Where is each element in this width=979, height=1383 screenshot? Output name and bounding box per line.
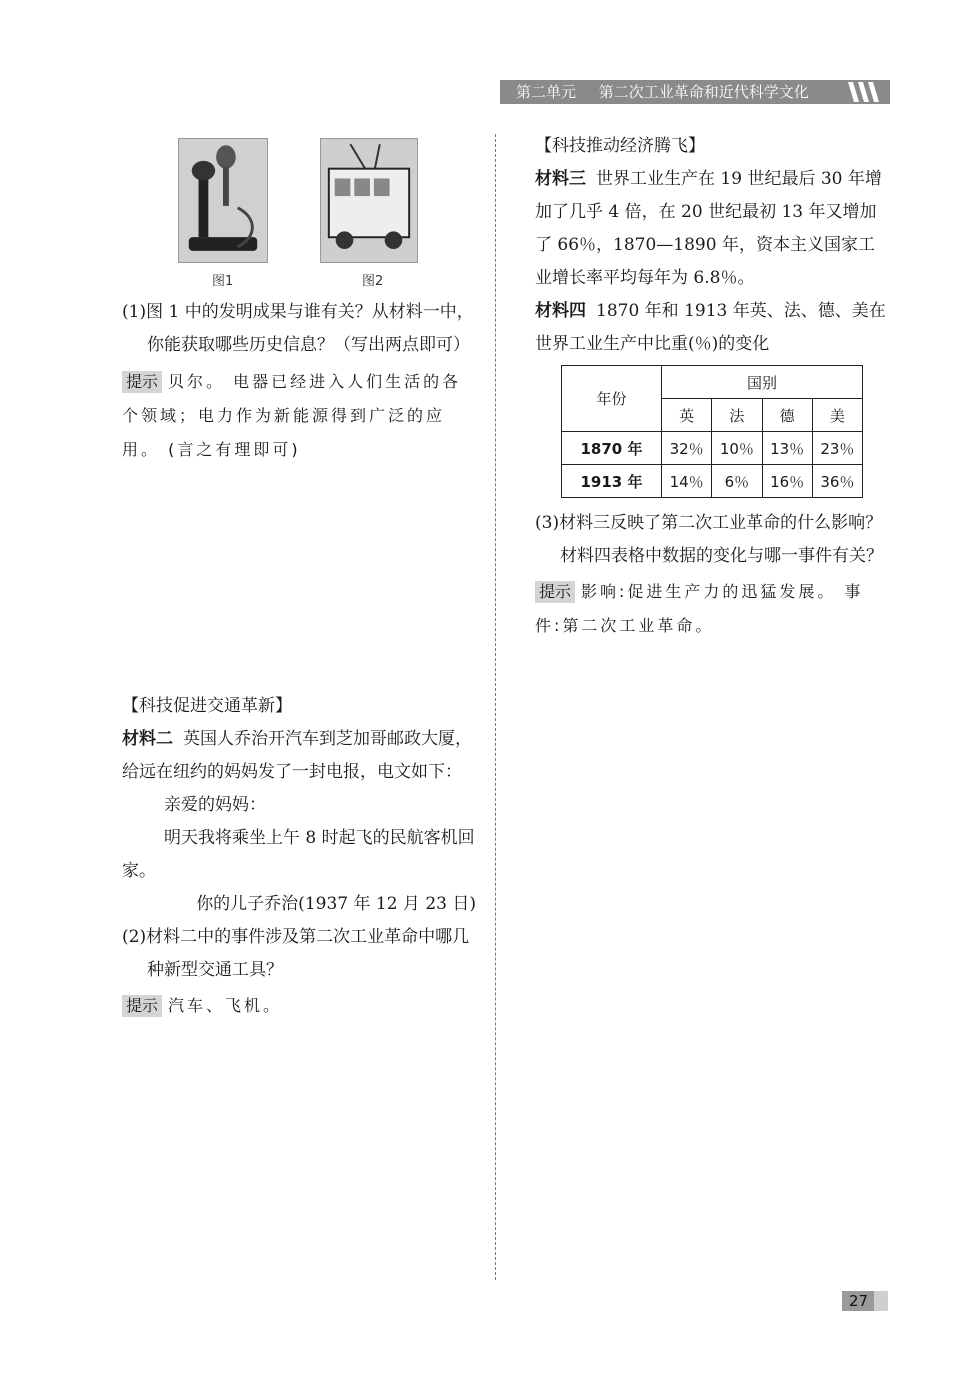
question-3: (3)材料三反映了第二次工业革命的什么影响？材料四表格中数据的变化与哪一事件有关？ bbox=[535, 513, 883, 566]
hint-1 bbox=[122, 365, 478, 467]
table-cell: 10％ bbox=[712, 432, 762, 465]
hint-3 bbox=[535, 575, 889, 643]
section-economy bbox=[535, 130, 889, 361]
telegram-signature: 你的儿子乔治(1937 年 12 月 23 日) bbox=[196, 894, 476, 914]
hint-label: 提示 bbox=[122, 371, 162, 393]
material-3 bbox=[535, 163, 889, 295]
hint-2 bbox=[122, 989, 478, 1023]
material-4-text: 1870 年和 1913 年英、法、德、美在世界工业生产中比重(％)的变化 bbox=[535, 301, 886, 354]
question-1-block bbox=[122, 296, 478, 467]
material-3-text: 世界工业生产在 19 世纪最后 30 年增加了几乎 4 倍，在 20 世纪最初 13 年又增加了 66％，1870—1890 年，资本主义国家工业增长率平均每年为 6.8％。 bbox=[535, 169, 882, 288]
unit-title: 第二次工业革命和近代科学文化 bbox=[598, 83, 809, 101]
table-year: 1870 年 bbox=[562, 432, 662, 465]
industry-share-table bbox=[561, 365, 863, 498]
table-cell: 14％ bbox=[662, 465, 712, 498]
section-3-title: 【科技推动经济腾飞】 bbox=[535, 136, 705, 156]
telephone-image bbox=[178, 138, 268, 263]
table-year-header: 年份 bbox=[562, 366, 662, 432]
section-transport bbox=[122, 690, 478, 1023]
table-cell: 6％ bbox=[712, 465, 762, 498]
figures bbox=[178, 138, 428, 288]
question-3-block bbox=[535, 507, 889, 643]
figure2-caption: 图2 bbox=[362, 274, 384, 289]
hint-2-text: 汽车、飞机。 bbox=[168, 996, 283, 1015]
table-row bbox=[562, 432, 863, 465]
table-cell: 23％ bbox=[812, 432, 862, 465]
section-2-title: 【科技促进交通革新】 bbox=[122, 696, 292, 716]
telegram-greeting: 亲爱的妈妈： bbox=[164, 795, 266, 815]
column-divider bbox=[495, 134, 496, 1280]
table-country: 英 bbox=[662, 399, 712, 432]
trolleybus-image bbox=[320, 138, 418, 263]
header-stripes-icon bbox=[846, 80, 886, 104]
material-2-label: 材料二 bbox=[122, 729, 173, 749]
unit-header bbox=[500, 80, 890, 104]
table-cell: 16％ bbox=[762, 465, 812, 498]
page-number: 27 bbox=[842, 1291, 888, 1311]
material-3-label: 材料三 bbox=[535, 169, 586, 189]
hint-label: 提示 bbox=[535, 581, 575, 603]
material-2 bbox=[122, 723, 478, 789]
material-4-label: 材料四 bbox=[535, 301, 586, 321]
question-2: (2)材料二中的事件涉及第二次工业革命中哪几种新型交通工具？ bbox=[122, 927, 470, 980]
table-year: 1913 年 bbox=[562, 465, 662, 498]
table-cell: 32％ bbox=[662, 432, 712, 465]
table-country: 美 bbox=[812, 399, 862, 432]
question-1: (1)图 1 中的发明成果与谁有关？从材料一中，你能获取哪些历史信息？（写出两点即可） bbox=[122, 302, 474, 355]
material-2-text: 英国人乔治开汽车到芝加哥邮政大厦，给远在纽约的妈妈发了一封电报，电文如下： bbox=[122, 729, 472, 782]
hint-3-text: 影响:促进生产力的迅猛发展。 事件:第二次工业革命。 bbox=[535, 582, 864, 635]
table-country-header: 国别 bbox=[662, 366, 863, 399]
table-row bbox=[562, 465, 863, 498]
table-cell: 13％ bbox=[762, 432, 812, 465]
telegram-body: 明天我将乘坐上午 8 时起飞的民航客机回家。 bbox=[122, 828, 475, 881]
material-4 bbox=[535, 295, 889, 361]
unit-label: 第二单元 bbox=[516, 83, 577, 101]
table-country: 法 bbox=[712, 399, 762, 432]
table-country: 德 bbox=[762, 399, 812, 432]
hint-1-text: 贝尔。 电器已经进入人们生活的各个领域；电力作为新能源得到广泛的应用。 (言之有理即可) bbox=[122, 372, 462, 459]
table-cell: 36％ bbox=[812, 465, 862, 498]
hint-label: 提示 bbox=[122, 995, 162, 1017]
figure1-caption: 图1 bbox=[212, 274, 234, 289]
